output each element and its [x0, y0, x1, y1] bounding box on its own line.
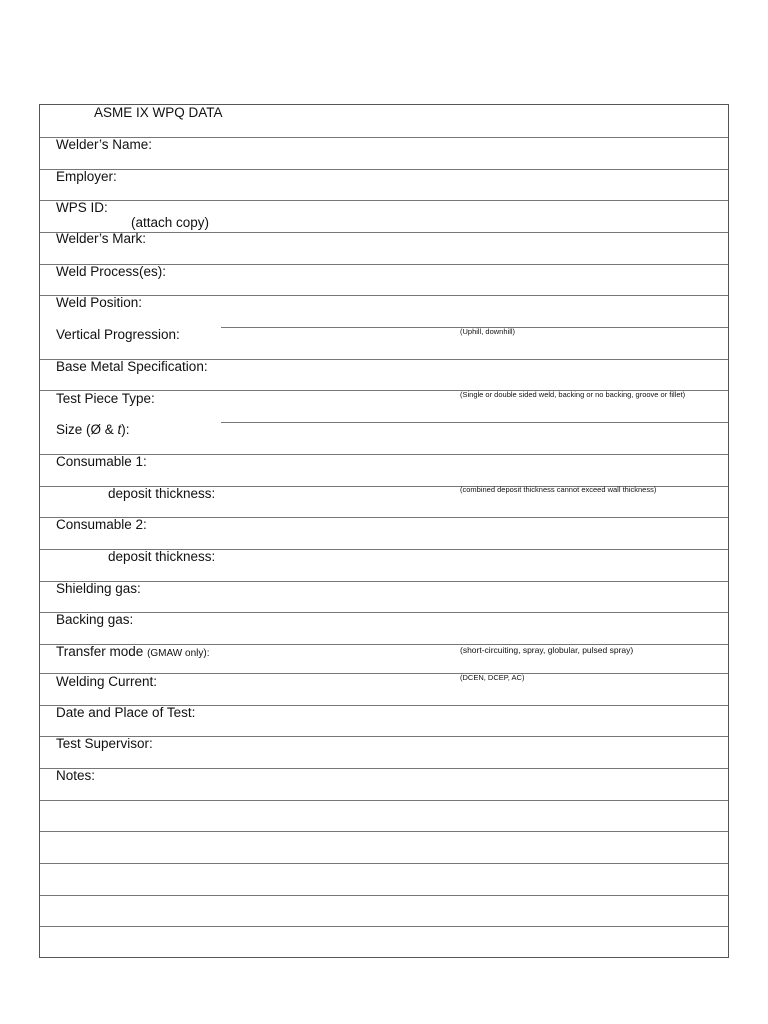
row-divider	[40, 926, 728, 927]
transfer-mode-qualifier: (GMAW only):	[147, 648, 210, 659]
deposit-thickness-2-label: deposit thickness:	[108, 549, 216, 564]
shielding-gas-label: Shielding gas:	[56, 581, 141, 596]
row-divider	[40, 200, 728, 201]
welding-current-label: Welding Current:	[56, 674, 158, 689]
row-divider	[40, 863, 728, 864]
row-divider	[40, 169, 728, 170]
form-title: ASME IX WPQ DATA	[94, 105, 223, 120]
welders-mark-label: Welder’s Mark:	[56, 231, 147, 246]
size-label-suffix: ):	[121, 422, 130, 437]
consumable-2-label: Consumable 2:	[56, 517, 147, 532]
row-divider	[40, 295, 728, 296]
row-divider	[40, 800, 728, 801]
size-label-prefix: Size (Ø &	[56, 422, 118, 437]
notes-label: Notes:	[56, 768, 96, 783]
backing-gas-label: Backing gas:	[56, 612, 134, 627]
welders-name-label: Welder’s Name:	[56, 137, 153, 152]
test-supervisor-label: Test Supervisor:	[56, 736, 153, 751]
row-divider	[40, 895, 728, 896]
attach-copy-note: (attach copy)	[131, 215, 210, 230]
weld-processes-label: Weld Process(es):	[56, 264, 167, 279]
row-divider	[40, 831, 728, 832]
transfer-mode-note: (short-circuiting, spray, globular, pulsed spray)	[460, 645, 634, 655]
consumable-1-label: Consumable 1:	[56, 454, 147, 469]
deposit-thickness-1-label: deposit thickness:	[108, 486, 216, 501]
test-piece-type-note: (Single or double sided weld, backing or no backing, groove or fillet)	[460, 390, 686, 399]
transfer-mode-text: Transfer mode	[56, 644, 144, 659]
row-divider	[40, 768, 728, 769]
size-label	[56, 422, 130, 438]
weld-position-label: Weld Position:	[56, 295, 143, 310]
size-label-t: t	[117, 422, 122, 437]
test-piece-type-label: Test Piece Type:	[56, 391, 155, 406]
row-divider	[40, 581, 728, 582]
row-divider	[40, 612, 728, 613]
welding-current-note: (DCEN, DCEP, AC)	[460, 673, 525, 682]
vertical-progression-note: (Uphill, downhill)	[460, 327, 516, 336]
wpq-data-form	[39, 104, 729, 958]
row-divider	[221, 422, 728, 423]
vertical-progression-label: Vertical Progression:	[56, 327, 180, 342]
deposit-thickness-note: (combined deposit thickness cannot exceed wall thickness)	[460, 485, 657, 494]
date-place-of-test-label: Date and Place of Test:	[56, 705, 196, 720]
base-metal-spec-label: Base Metal Specification:	[56, 359, 208, 374]
employer-label: Employer:	[56, 169, 117, 184]
wps-id-label: WPS ID:	[56, 200, 108, 215]
transfer-mode-label	[56, 644, 209, 662]
